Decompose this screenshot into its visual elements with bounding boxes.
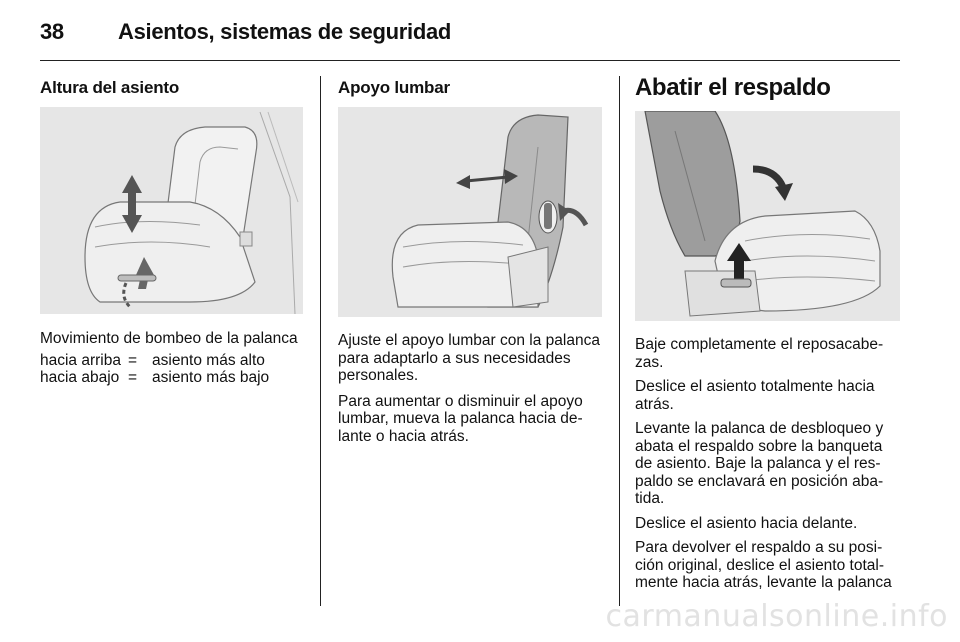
direction-label: hacia abajo [40, 369, 120, 386]
lumbar-support-text [338, 332, 606, 445]
column-divider-1 [320, 76, 321, 606]
lever-direction-table [40, 352, 310, 387]
fold-backrest-illustration [635, 111, 900, 321]
direction-label: hacia arriba [40, 351, 121, 369]
fold-paragraph-1: Baje completamente el reposacabe-zas. [635, 336, 884, 371]
column-divider-2 [619, 76, 620, 606]
page-number: 38 [40, 19, 64, 44]
lumbar-paragraph-1: Ajuste el apoyo lumbar con la palanca para adaptarlo a sus necesidades personales. [338, 332, 600, 384]
section-heading: Abatir el respaldo [635, 74, 831, 101]
section-lumbar-support [338, 78, 608, 98]
rotate-arrow-icon [753, 169, 793, 201]
table-row [40, 352, 310, 370]
fold-paragraph-3: Levante la palanca de desbloqueo y abata el respaldo sobre la banqueta de asiento. Baje la palanca y el res-paldo se enclavará en posición aba-tida. [635, 420, 884, 507]
lumbar-paragraph-2: Para aumentar o disminuir el apoyo lumbar, mueva la palanca hacia de-lante o hacia atrás. [338, 392, 583, 445]
section-heading: Altura del asiento [40, 78, 180, 97]
fold-paragraph-4: Deslice el asiento hacia delante. [635, 514, 858, 532]
direction-result: asiento más alto [152, 351, 265, 369]
direction-result: asiento más bajo [152, 369, 270, 386]
fold-backrest-text [635, 336, 903, 592]
section-heading: Apoyo lumbar [338, 78, 450, 97]
page-title: Asientos, sistemas de seguridad [118, 19, 452, 44]
lumbar-support-illustration [338, 107, 602, 317]
header-rule [40, 60, 900, 61]
fold-paragraph-5: Para devolver el respaldo a su posi-ción original, deslice el asiento total-mente hacia atrás, levante la palanca [635, 539, 892, 591]
watermark: carmanualsonline.info [605, 599, 948, 634]
fold-paragraph-2: Deslice el asiento totalmente hacia atrás. [635, 378, 875, 413]
section-seat-height [40, 78, 310, 98]
table-row [40, 369, 310, 387]
section-fold-backrest [635, 74, 905, 102]
equals-sign: = [128, 369, 138, 386]
equals-sign: = [128, 351, 138, 369]
seat-height-caption: Movimiento de bombeo de la palanca [40, 330, 298, 347]
seat-height-text [40, 330, 310, 387]
seat-height-illustration [40, 107, 303, 314]
